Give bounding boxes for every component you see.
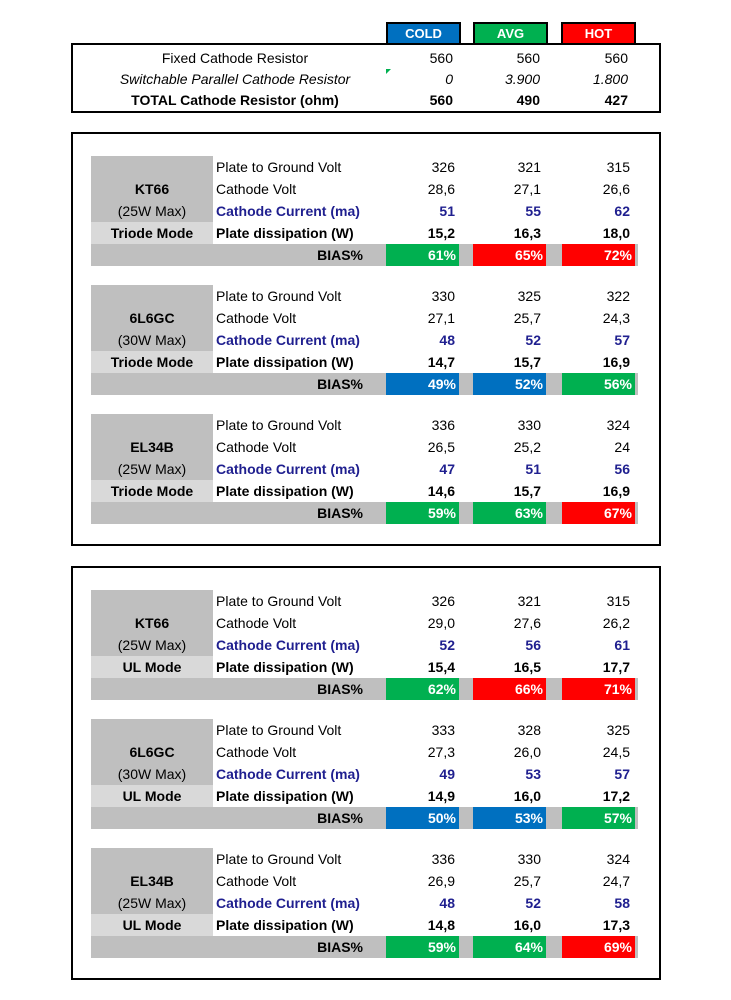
value-dissipation: 14,8 [427,917,455,933]
value-cathode-volt: 25,7 [513,873,541,889]
value-plate: 325 [517,288,541,304]
resistor-value-cold: 560 [429,50,453,66]
value-cathode-current: 53 [525,766,541,782]
value-cathode-current: 52 [525,895,541,911]
resistor-row [73,48,659,69]
header-avg: AVG [473,22,548,46]
value-plate: 324 [606,851,630,867]
bias-row [91,936,638,958]
value-dissipation: 16,0 [513,917,541,933]
bias-label: BIAS% [317,505,363,521]
tube-mode: UL Mode [91,914,213,936]
row-label-cathode-current: Cathode Current (ma) [216,766,360,782]
tube-name: KT66 [134,181,170,197]
resistor-value-cold: 0 [445,71,453,87]
value-cathode-current: 58 [614,895,630,911]
bias-value: 50% [386,807,459,829]
value-plate: 326 [431,159,455,175]
value-cathode-volt: 26,5 [427,439,455,455]
value-cathode-volt: 24 [614,439,630,455]
row-label-dissipation: Plate dissipation (W) [216,354,354,370]
header-hot: HOT [561,22,636,46]
value-cathode-volt: 25,2 [513,439,541,455]
value-plate: 336 [431,851,455,867]
bias-value: 64% [473,936,546,958]
tube-max-rating: (25W Max) [117,637,187,653]
tube-mode: UL Mode [91,785,213,807]
value-plate: 333 [431,722,455,738]
bias-row [91,373,638,395]
value-cathode-volt: 24,7 [602,873,630,889]
row-label-cathode-volt: Cathode Volt [216,744,297,760]
resistor-value-avg: 490 [516,92,540,108]
bias-value: 69% [562,936,635,958]
value-cathode-volt: 26,6 [602,181,630,197]
value-dissipation: 18,0 [602,225,630,241]
value-dissipation: 14,6 [427,483,455,499]
tube-block [91,285,638,395]
value-plate: 330 [517,851,541,867]
tube-mode: UL Mode [91,656,213,678]
tube-max-rating: (25W Max) [117,895,187,911]
value-cathode-current: 62 [614,203,630,219]
value-cathode-current: 55 [525,203,541,219]
tube-max-rating: (30W Max) [117,332,187,348]
row-label-cathode-current: Cathode Current (ma) [216,203,360,219]
row-label-cathode-volt: Cathode Volt [216,310,297,326]
value-plate: 321 [517,159,541,175]
value-dissipation: 15,2 [427,225,455,241]
bias-label: BIAS% [317,810,363,826]
row-label-dissipation: Plate dissipation (W) [216,659,354,675]
value-dissipation: 14,7 [427,354,455,370]
value-plate: 322 [606,288,630,304]
tube-mode: Triode Mode [91,480,213,502]
tube-name: 6L6GC [129,310,175,326]
bias-value: 59% [386,502,459,524]
resistor-value-hot: 1.800 [592,71,628,87]
value-cathode-current: 48 [439,895,455,911]
bias-value: 65% [473,244,546,266]
bias-row [91,502,638,524]
resistor-value-avg: 3.900 [504,71,540,87]
row-label-dissipation: Plate dissipation (W) [216,788,354,804]
resistor-label: Fixed Cathode Resistor [161,50,309,66]
cathode-resistor-table [71,43,661,113]
tube-name: KT66 [134,615,170,631]
value-dissipation: 15,7 [513,483,541,499]
tube-max-rating: (25W Max) [117,203,187,219]
value-cathode-volt: 24,5 [602,744,630,760]
tube-name: EL34B [130,439,174,455]
bias-value: 72% [562,244,635,266]
value-cathode-current: 52 [439,637,455,653]
value-cathode-volt: 26,0 [513,744,541,760]
value-dissipation: 16,0 [513,788,541,804]
bias-value: 67% [562,502,635,524]
value-plate: 324 [606,417,630,433]
bias-value: 53% [473,807,546,829]
value-plate: 326 [431,593,455,609]
resistor-value-hot: 427 [604,92,628,108]
value-plate: 321 [517,593,541,609]
tube-max-rating: (30W Max) [117,766,187,782]
value-cathode-volt: 29,0 [427,615,455,631]
value-cathode-volt: 27,1 [427,310,455,326]
value-cathode-volt: 24,3 [602,310,630,326]
tube-block [91,156,638,266]
resistor-row [73,90,659,111]
resistor-value-hot: 560 [604,50,628,66]
bias-label: BIAS% [317,247,363,263]
cell-note-marker-icon [386,69,391,74]
value-dissipation: 17,7 [602,659,630,675]
value-dissipation: 16,9 [602,483,630,499]
tube-block [91,590,638,700]
value-cathode-current: 49 [439,766,455,782]
bias-row [91,678,638,700]
row-label-plate: Plate to Ground Volt [216,722,342,738]
value-cathode-current: 51 [439,203,455,219]
value-dissipation: 16,5 [513,659,541,675]
tube-name: 6L6GC [129,744,175,760]
value-cathode-current: 47 [439,461,455,477]
value-plate: 328 [517,722,541,738]
value-cathode-volt: 25,7 [513,310,541,326]
tube-block [91,848,638,958]
row-label-plate: Plate to Ground Volt [216,851,342,867]
value-dissipation: 17,3 [602,917,630,933]
resistor-value-cold: 560 [429,92,453,108]
bias-label: BIAS% [317,939,363,955]
resistor-label: Switchable Parallel Cathode Resistor [119,71,351,87]
value-plate: 325 [606,722,630,738]
row-label-cathode-volt: Cathode Volt [216,439,297,455]
value-cathode-current: 56 [525,637,541,653]
value-cathode-current: 57 [614,766,630,782]
bias-value: 52% [473,373,546,395]
tube-block [91,719,638,829]
row-label-plate: Plate to Ground Volt [216,288,342,304]
row-label-cathode-current: Cathode Current (ma) [216,332,360,348]
value-dissipation: 17,2 [602,788,630,804]
value-cathode-volt: 27,1 [513,181,541,197]
value-cathode-volt: 26,9 [427,873,455,889]
row-label-plate: Plate to Ground Volt [216,417,342,433]
row-label-dissipation: Plate dissipation (W) [216,225,354,241]
row-label-dissipation: Plate dissipation (W) [216,483,354,499]
bias-row [91,244,638,266]
row-label-dissipation: Plate dissipation (W) [216,917,354,933]
bias-label: BIAS% [317,681,363,697]
tube-name: EL34B [130,873,174,889]
tube-block [91,414,638,524]
bias-value: 59% [386,936,459,958]
value-cathode-volt: 28,6 [427,181,455,197]
tube-max-rating: (25W Max) [117,461,187,477]
bias-value: 66% [473,678,546,700]
value-plate: 315 [606,593,630,609]
value-cathode-current: 52 [525,332,541,348]
bias-value: 63% [473,502,546,524]
bias-value: 57% [562,807,635,829]
value-cathode-volt: 26,2 [602,615,630,631]
value-cathode-current: 51 [525,461,541,477]
bias-label: BIAS% [317,376,363,392]
bias-value: 49% [386,373,459,395]
value-plate: 330 [431,288,455,304]
value-plate: 315 [606,159,630,175]
value-cathode-current: 61 [614,637,630,653]
value-dissipation: 15,7 [513,354,541,370]
bias-row [91,807,638,829]
triode-mode-section [71,132,661,546]
header-cold: COLD [386,22,461,46]
value-dissipation: 16,3 [513,225,541,241]
ul-mode-section [71,566,661,980]
tube-mode: Triode Mode [91,351,213,373]
value-cathode-volt: 27,3 [427,744,455,760]
row-label-cathode-current: Cathode Current (ma) [216,895,360,911]
resistor-label: TOTAL Cathode Resistor (ohm) [131,92,339,108]
value-dissipation: 14,9 [427,788,455,804]
value-cathode-current: 48 [439,332,455,348]
row-label-cathode-volt: Cathode Volt [216,181,297,197]
value-dissipation: 16,9 [602,354,630,370]
bias-value: 61% [386,244,459,266]
value-cathode-volt: 27,6 [513,615,541,631]
bias-value: 62% [386,678,459,700]
value-plate: 336 [431,417,455,433]
resistor-row [73,69,659,90]
row-label-cathode-volt: Cathode Volt [216,873,297,889]
row-label-plate: Plate to Ground Volt [216,159,342,175]
bias-value: 71% [562,678,635,700]
value-plate: 330 [517,417,541,433]
row-label-cathode-volt: Cathode Volt [216,615,297,631]
value-cathode-current: 57 [614,332,630,348]
resistor-value-avg: 560 [516,50,540,66]
value-cathode-current: 56 [614,461,630,477]
row-label-cathode-current: Cathode Current (ma) [216,637,360,653]
row-label-plate: Plate to Ground Volt [216,593,342,609]
bias-value: 56% [562,373,635,395]
value-dissipation: 15,4 [427,659,455,675]
row-label-cathode-current: Cathode Current (ma) [216,461,360,477]
tube-mode: Triode Mode [91,222,213,244]
